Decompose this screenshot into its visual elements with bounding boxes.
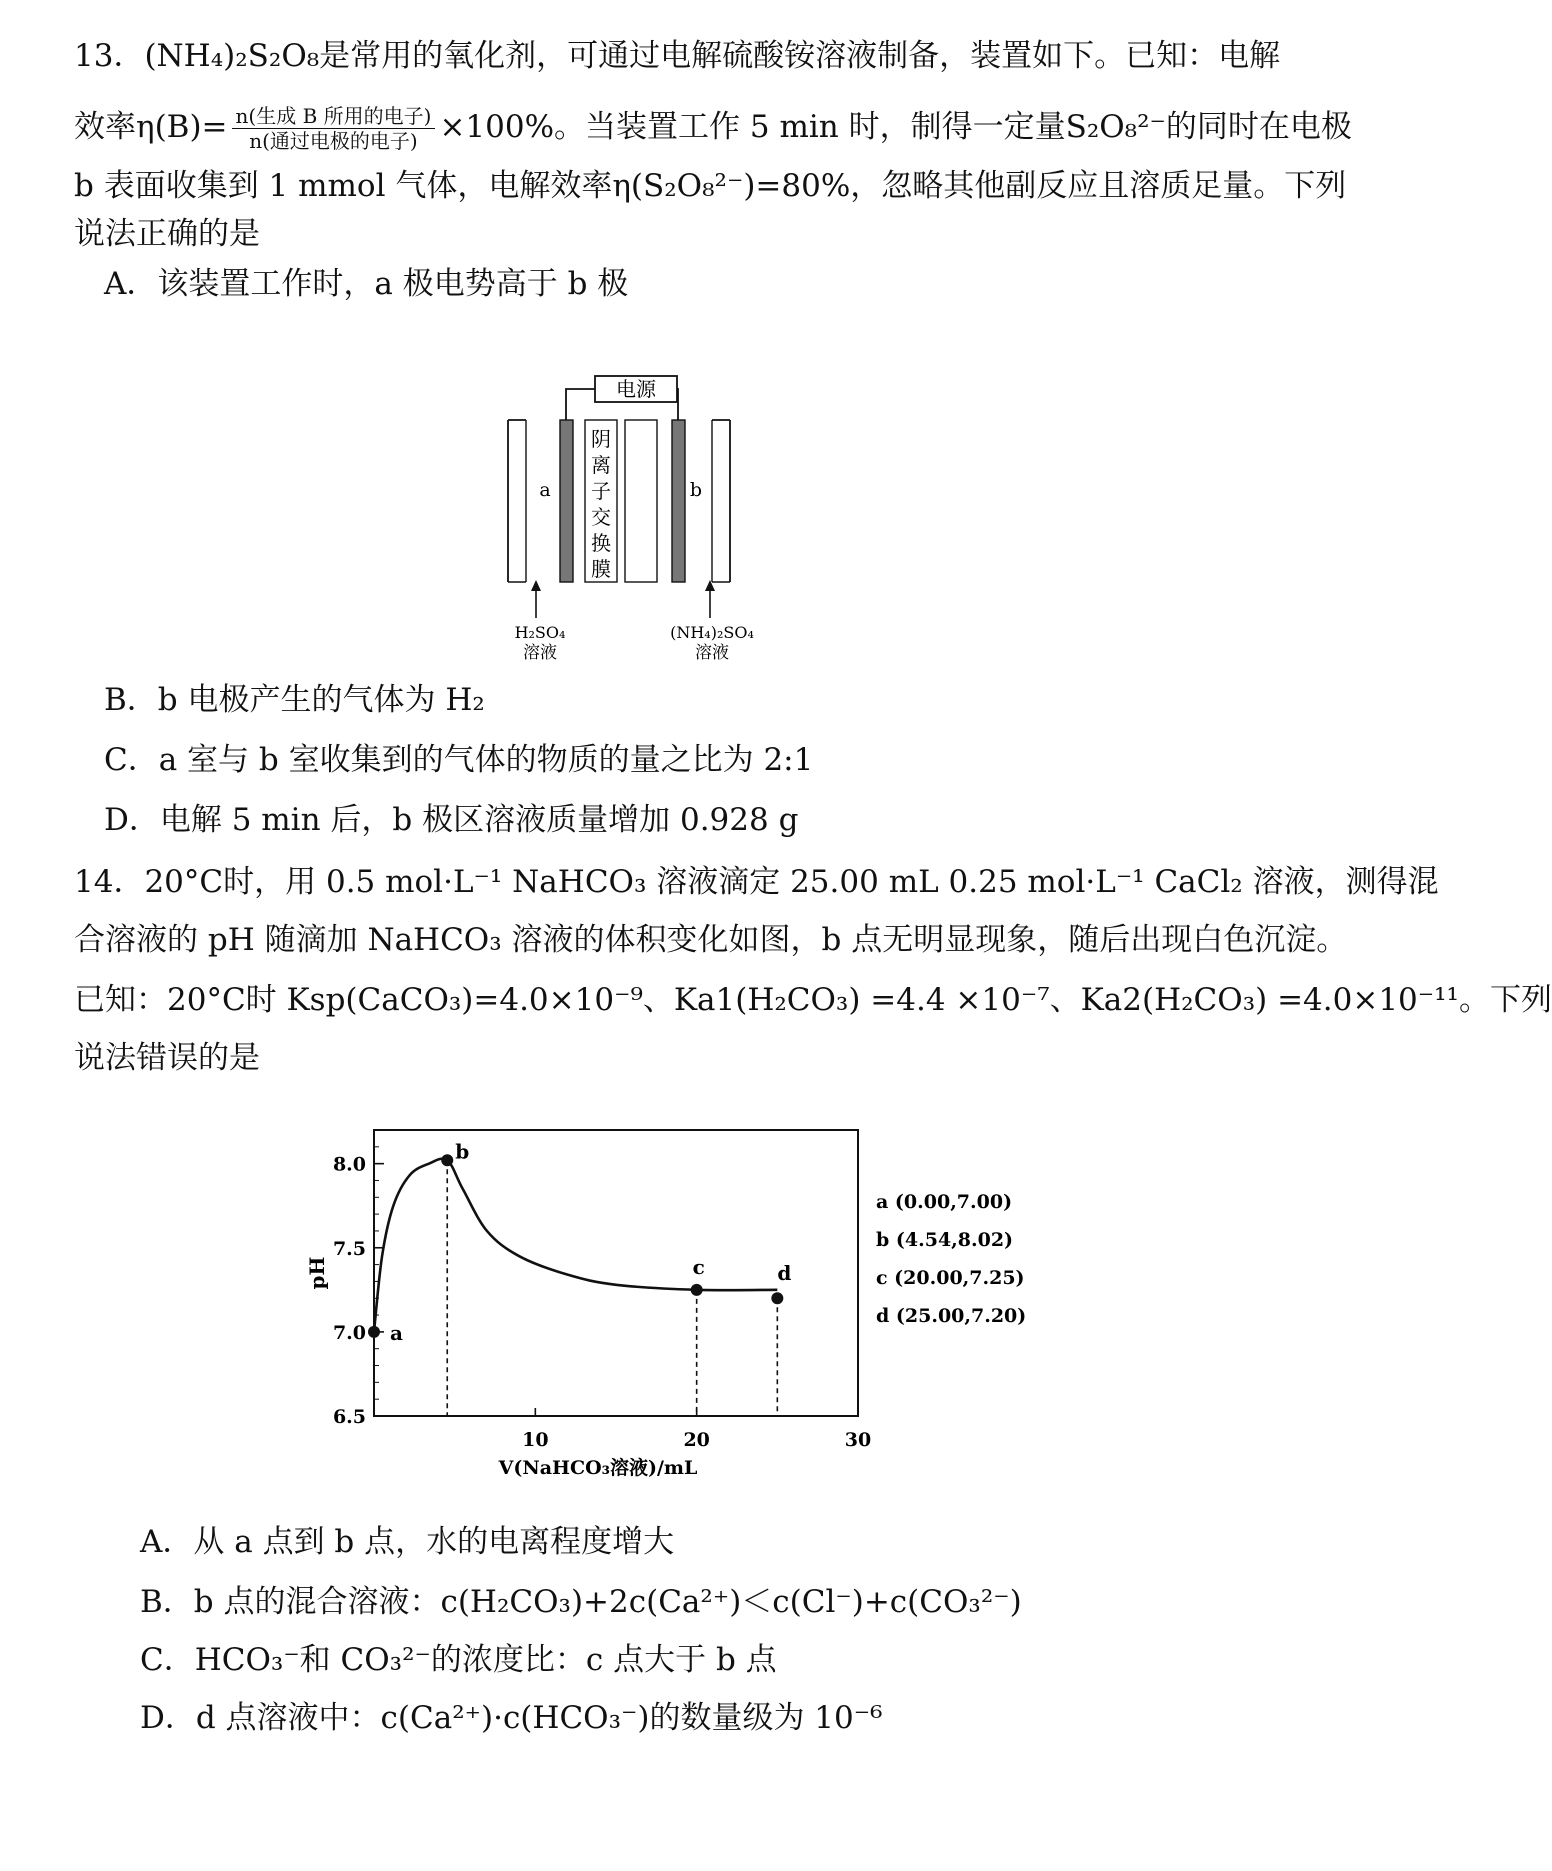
y-tick-label-6.5: 6.5 [332,1406,366,1428]
q13-eff-label: 效率η(B)= [74,109,228,145]
membrane-label [591,427,611,581]
q13-option-b: B．b 电极产生的气体为 H₂ [104,682,485,718]
svg-text:换: 换 [591,531,611,555]
point-label-b: b [455,1139,470,1164]
q13-intro: 是常用的氧化剂，可通过电解硫酸铵溶液制备，装置如下。已知：电解 [319,38,1281,74]
q13-option-a: A．该装置工作时，a 极电势高于 b 极 [104,266,629,302]
svg-text:子: 子 [591,479,611,503]
svg-text:膜: 膜 [591,557,611,581]
q13-option-c: C．a 室与 b 室收集到的气体的物质的量之比为 2:1 [104,742,814,778]
electrode-b-label: b [689,479,703,501]
point-d [771,1292,783,1304]
y-tick-label-7.5: 7.5 [332,1237,366,1260]
point-label-c: c [692,1254,705,1279]
efficiency-fraction [232,104,436,153]
electrolysis-apparatus [500,372,770,684]
chart-legend [876,1191,1026,1327]
inlet-right-word: 溶液 [695,643,729,663]
x-axis-label: V(NaHCO₃溶液)/mL [498,1457,698,1479]
q13-number: 13． [74,38,145,74]
power-label: 电源 [616,377,656,401]
point-label-d: d [777,1261,792,1286]
inlet-right-formula: (NH₄)₂SO₄ [670,623,754,642]
electrode-a [560,420,573,582]
q14-option-b: B．b 点的混合溶液：c(H₂CO₃)+2c(Ca²⁺)＜c(Cl⁻)+c(CO₃²⁻) [140,1584,1022,1620]
electrode-b [672,420,685,582]
y-axis-label: pH [305,1256,329,1290]
svg-text:交: 交 [591,505,611,529]
fraction-denominator: n(通过电极的电子) [249,129,418,153]
fraction-numerator: n(生成 B 所用的电子) [232,104,436,129]
q13-line4: 说法正确的是 [74,216,260,252]
q13-eff-tail: ×100%。当装置工作 5 min 时，制得一定量S₂O₈²⁻的同时在电极 [439,109,1352,145]
q14-option-a: A．从 a 点到 b 点，水的电离程度增大 [140,1524,675,1560]
q14-option-d: D．d 点溶液中：c(Ca²⁺)·c(HCO₃⁻)的数量级为 10⁻⁶ [140,1700,883,1736]
point-a [368,1326,380,1338]
ph-curve [374,1159,777,1332]
q14-line4: 说法错误的是 [74,1040,260,1076]
svg-text:阴: 阴 [591,427,611,451]
q13-line2 [74,104,1352,153]
q13-formula: (NH₄)₂S₂O₈ [144,38,320,74]
x-tick-label-30: 30 [844,1429,872,1451]
q14-option-c: C．HCO₃⁻和 CO₃²⁻的浓度比：c 点大于 b 点 [140,1642,777,1678]
q13-line1 [74,36,1280,76]
legend-c: c (20.00,7.25) [876,1267,1025,1289]
wire-left [566,389,595,424]
q13-line3: b 表面收集到 1 mmol 气体，电解效率η(S₂O₈²⁻)=80%，忽略其他副反应且溶质足量。下列 [74,168,1347,204]
q14-line1: 14．20°C时，用 0.5 mol·L⁻¹ NaHCO₃ 溶液滴定 25.00 mL 0.25 mol·L⁻¹ CaCl₂ 溶液，测得混 [74,864,1439,900]
point-label-a: a [390,1320,403,1345]
chart-ticks [333,1130,871,1451]
point-c [691,1284,703,1296]
point-b [441,1154,453,1166]
legend-b: b (4.54,8.02) [876,1229,1014,1251]
q13-option-d: D．电解 5 min 后，b 极区溶液质量增加 0.928 g [104,802,799,838]
legend-d: d (25.00,7.20) [876,1305,1027,1327]
inlet-left-word: 溶液 [523,643,557,663]
q14-line3: 已知：20°C时 Ksp(CaCO₃)=4.0×10⁻⁹、Ka1(H₂CO₃) =4.4 ×10⁻⁷、Ka2(H₂CO₃) =4.0×10⁻¹¹。下列 [74,982,1552,1018]
titration-chart [290,1110,1030,1500]
svg-text:离: 离 [591,453,611,477]
y-tick-label-7.0: 7.0 [332,1321,366,1344]
x-tick-label-20: 20 [683,1429,710,1451]
x-tick-label-10: 10 [522,1429,549,1451]
electrode-a-label: a [539,479,551,501]
inlet-left-formula: H₂SO₄ [514,623,566,642]
y-tick-label-8.0: 8.0 [332,1153,366,1176]
q14-line2: 合溶液的 pH 随滴加 NaHCO₃ 溶液的体积变化如图，b 点无明显现象，随后出现白色沉淀。 [74,922,1348,958]
chart-curve [374,1159,777,1332]
legend-a: a (0.00,7.00) [876,1191,1013,1213]
wire-right [677,389,678,424]
chart-axes [305,1130,858,1479]
